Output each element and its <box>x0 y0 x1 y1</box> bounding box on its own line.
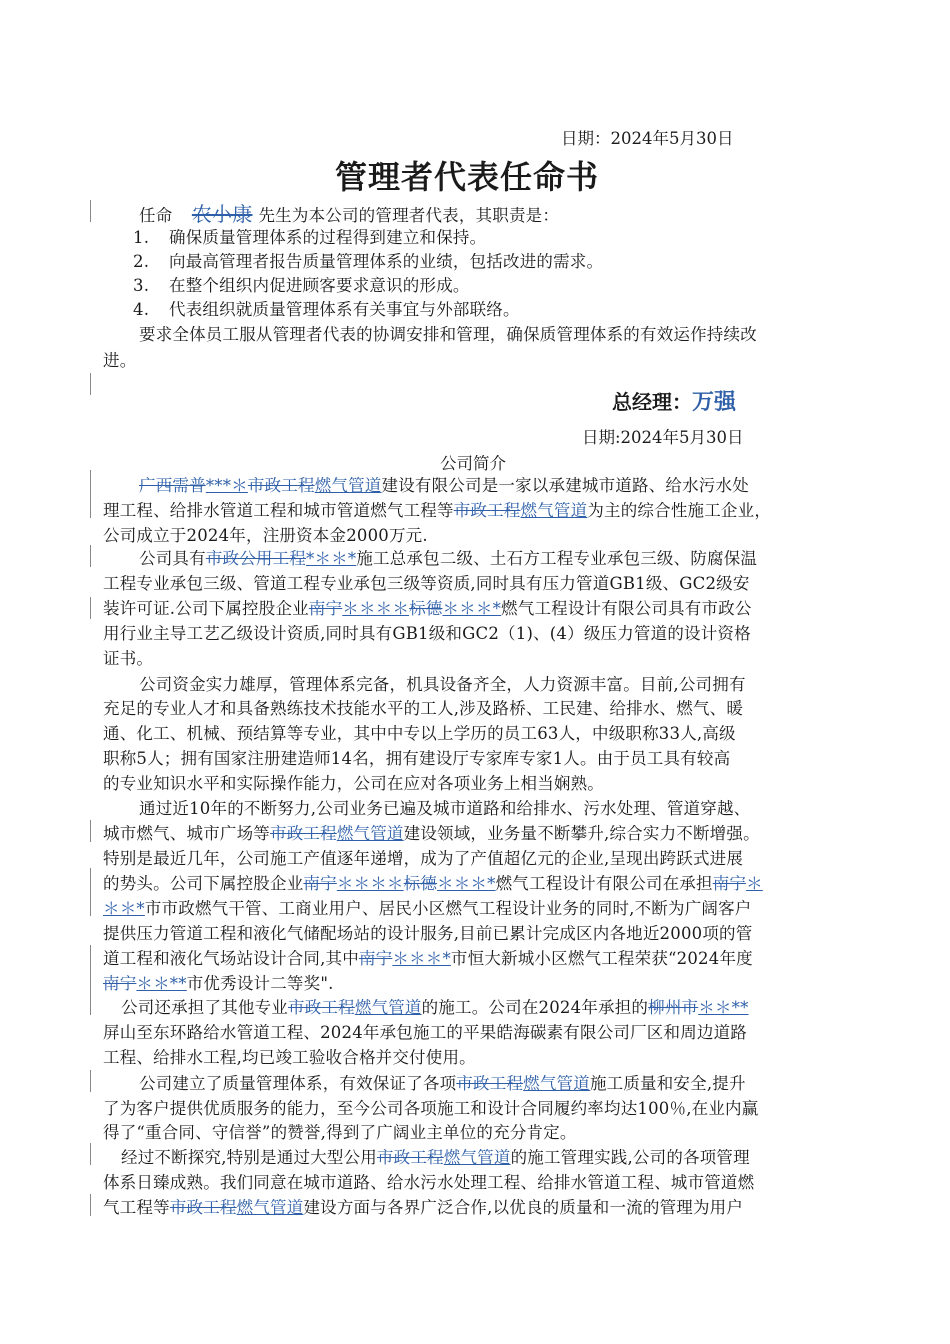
change-bar <box>90 820 91 842</box>
deleted-text: 南宁 <box>712 874 747 893</box>
p3-line-1: 公司资金实力雄厚，管理体系完备，机具设备齐全，人力资源丰富。目前,公司拥有 <box>139 675 746 694</box>
requirement-line-2: 进。 <box>103 351 137 370</box>
p4-line-6: 提供压力管道工程和液化气储配场站的设计服务,目前已累计完成区内各地近2000项的管 <box>103 924 753 943</box>
duty-item <box>133 250 603 274</box>
intro-heading: 公司简介 <box>440 454 506 473</box>
body-text: 的施工。公司在2024年承担的 <box>421 998 649 1017</box>
body-text: 建设领域，业务量不断攀升,综合实力不断增强。 <box>403 824 760 843</box>
p2-line-2: 工程专业承包三级、管道工程专业承包三级等资质,同时具有压力管道GB1级、GC2级安 <box>103 574 750 593</box>
change-bar <box>90 945 91 993</box>
requirement-line-1: 要求全体员工服从管理者代表的协调安排和管理，确保质管理体系的有效运作持续改 <box>139 325 757 344</box>
duty-text: 在整个组织内促进顾客要求意识的形成。 <box>169 276 470 295</box>
body-text: 市优秀设计二等奖". <box>186 974 334 993</box>
deleted-text: 南宁 <box>358 949 393 968</box>
appoint-suffix: 先生为本公司的管理者代表，其职责是： <box>258 206 560 225</box>
p4-line-4 <box>103 872 763 896</box>
p3-line-5: 的专业知识水平和实际操作能力，公司在应对各项业务上相当娴熟。 <box>103 774 604 793</box>
deleted-text: 南宁 <box>103 974 137 993</box>
body-text: 公司建立了质量管理体系，有效保证了各项 <box>139 1074 457 1093</box>
p7-line-2: 体系日臻成熟。我们同意在城市道路、给水污水处理工程、给排水管道工程、城市管道燃 <box>103 1173 755 1192</box>
p2-line-4: 用行业主导工艺乙级设计资质,同时具有GB1级和GC2（1)、(4）级压力管道的设计资格 <box>103 624 751 643</box>
body-text: 市市政燃气干管、工商业用户、居民小区燃气工程设计业务的同时,不断为广阔客户 <box>144 899 752 918</box>
body-text: 的施工管理实践,公司的各项管理 <box>510 1148 750 1167</box>
inserted-text: ＊＊** <box>136 974 187 993</box>
p4-line-5 <box>103 897 752 921</box>
duty-num: 1. <box>133 228 150 247</box>
deleted-text: 柳州市 <box>648 998 699 1017</box>
deleted-text: 市政工程 <box>247 476 315 495</box>
duty-num: 4. <box>133 300 150 319</box>
body-text: 建设方面与各界广泛合作,以优良的质量和一流的管理为用户 <box>303 1198 744 1217</box>
body-text: 市恒大新城小区燃气工程荣获“2024年度 <box>450 949 753 968</box>
duty-num: 2. <box>133 252 150 271</box>
inserted-text: ***＊ <box>205 476 248 495</box>
p6-line-2: 了为客户提供优质服务的能力，至今公司各项施工和设计合同履约率均达100％,在业内赢 <box>103 1099 759 1118</box>
inserted-text: ＊＊＊* <box>442 599 502 618</box>
body-text: 为主的综合性施工企业， <box>587 501 772 520</box>
body-text: 理工程、给排水管道工程和城市管道燃气工程等 <box>103 501 454 520</box>
p2-line-3 <box>103 597 752 621</box>
deleted-text: 标德 <box>409 599 443 618</box>
p4-line-3: 特别是最近几年，公司施工产值逐年递增，成为了产值超亿元的企业,呈现出跨跃式进展 <box>103 849 744 868</box>
deleted-text: 市政工程 <box>169 1198 237 1217</box>
change-bar <box>90 470 91 518</box>
date-bottom: 日期:2024年5月30日 <box>582 428 744 447</box>
gm-label: 总经理： <box>612 390 692 414</box>
change-bar <box>90 545 91 567</box>
inserted-text: 燃气管道 <box>523 1074 590 1093</box>
body-text: 建设有限公司是一家以承建城市道路、给水污水处 <box>381 476 749 495</box>
change-bar <box>90 1194 91 1216</box>
body-text: 经过不断探究,特别是通过大型公用 <box>121 1148 377 1167</box>
inserted-text: ＊＊＊＊ <box>336 874 404 893</box>
inserted-text: ＊ <box>746 874 763 893</box>
deleted-text: 市政工程 <box>376 1148 444 1167</box>
body-text: 施工质量和安全,提升 <box>589 1074 746 1093</box>
change-bar <box>90 868 91 916</box>
page-title: 管理者代表任命书 <box>335 158 600 196</box>
p1-line-3: 公司成立于2024年，注册资本金2000万元. <box>103 526 428 545</box>
change-bar <box>90 200 91 222</box>
p6-line-3: 得了“重合同、守信誉”的赞誉,得到了广阔业主单位的充分肯定。 <box>103 1123 577 1142</box>
appointee-name: 农小康 <box>191 202 253 226</box>
inserted-text: 燃气管道 <box>236 1198 304 1217</box>
change-bar <box>90 1143 91 1165</box>
gm-name: 万强 <box>692 390 737 415</box>
appoint-line <box>139 202 559 228</box>
duty-text: 代表组织就质量管理体系有关事宜与外部联络。 <box>169 300 520 319</box>
inserted-text: 燃气管道 <box>354 998 422 1017</box>
change-bar <box>90 1070 91 1092</box>
change-bar <box>90 993 91 1015</box>
p2-line-5: 证书。 <box>103 649 154 668</box>
body-text: 气工程等 <box>103 1198 170 1217</box>
deleted-text: 南宁 <box>303 874 337 893</box>
deleted-text: 市政工程 <box>456 1074 524 1093</box>
body-text: 道工程和液化气场站设计合同,其中 <box>103 949 359 968</box>
inserted-text: ＊＊** <box>698 998 749 1017</box>
p3-line-3: 通、化工、机械、预结算等专业，其中中专以上学历的员工63人，中级职称33人,高级 <box>103 724 736 743</box>
p3-line-2: 充足的专业人才和具备熟练技术技能水平的工人,涉及路桥、工民建、给排水、燃气、暖 <box>103 699 744 718</box>
inserted-text: ＊＊＊＊ <box>342 599 410 618</box>
body-text: 施工总承包二级、土石方工程专业承包三级、防腐保温 <box>356 549 758 568</box>
deleted-text: 市政工程 <box>288 998 355 1017</box>
duty-item <box>133 298 520 322</box>
inserted-text: ＊＊＊* <box>392 949 451 968</box>
date-top: 日期：2024年5月30日 <box>561 129 734 148</box>
deleted-text: 广西需普 <box>139 476 206 495</box>
inserted-text: 燃气管道 <box>336 824 404 843</box>
deleted-text: 市政工程 <box>453 501 521 520</box>
p4-line-8 <box>103 972 334 996</box>
deleted-text: 南宁 <box>308 599 343 618</box>
inserted-text: ＊＊＊* <box>437 874 496 893</box>
body-text: 装许可证.公司下属控股企业 <box>103 599 309 618</box>
p1-line-2 <box>103 499 771 523</box>
duty-num: 3. <box>133 276 150 295</box>
deleted-text: 市政工程 <box>270 824 337 843</box>
deleted-text: 标德 <box>403 874 438 893</box>
general-manager-signature <box>612 385 736 416</box>
change-bar <box>90 597 91 619</box>
inserted-text: *＊＊* <box>306 549 357 568</box>
p5-line-2: 屏山至东环路给水管道工程、2024年承包施工的平果皓海碳素有限公司厂区和周边道路 <box>103 1023 747 1042</box>
inserted-text: 燃气管道 <box>314 476 382 495</box>
body-text: 燃气工程设计有限公司具有市政公 <box>501 599 752 618</box>
inserted-text: ＊＊* <box>103 899 145 918</box>
p7-line-3 <box>103 1196 743 1220</box>
p2-line-1 <box>139 547 757 571</box>
duty-text: 确保质量管理体系的过程得到建立和保持。 <box>169 228 487 247</box>
body-text: 城市燃气、城市广场等 <box>103 824 270 843</box>
change-bar <box>90 373 91 395</box>
p5-line-3: 工程、给排水工程,均已竣工验收合格并交付使用。 <box>103 1048 476 1067</box>
p4-line-7 <box>103 947 753 971</box>
p7-line-1 <box>121 1146 750 1170</box>
duty-item <box>133 226 486 250</box>
inserted-text: 燃气管道 <box>520 501 588 520</box>
p3-line-4: 职称5人；拥有国家注册建造师14名，拥有建设厅专家库专家1人。由于员工具有较高 <box>103 749 731 768</box>
p1-line-1 <box>139 474 749 498</box>
p5-line-1 <box>121 996 749 1020</box>
inserted-text: 燃气管道 <box>443 1148 511 1167</box>
p4-line-2 <box>103 822 760 846</box>
body-text: 公司具有 <box>139 549 206 568</box>
p6-line-1 <box>139 1072 746 1096</box>
duty-text: 向最高管理者报告质量管理体系的业绩，包括改进的需求。 <box>169 252 604 271</box>
deleted-text: 市政公用工程 <box>205 549 307 568</box>
body-text: 的势头。公司下属控股企业 <box>103 874 304 893</box>
duty-item <box>133 274 470 298</box>
body-text: 公司还承担了其他专业 <box>121 998 288 1017</box>
appoint-prefix: 任命 <box>139 206 173 225</box>
body-text: 燃气工程设计有限公司在承担 <box>495 874 713 893</box>
p4-line-1: 通过近10年的不断努力,公司业务已遍及城市道路和给排水、污水处理、管道穿越、 <box>139 799 751 818</box>
